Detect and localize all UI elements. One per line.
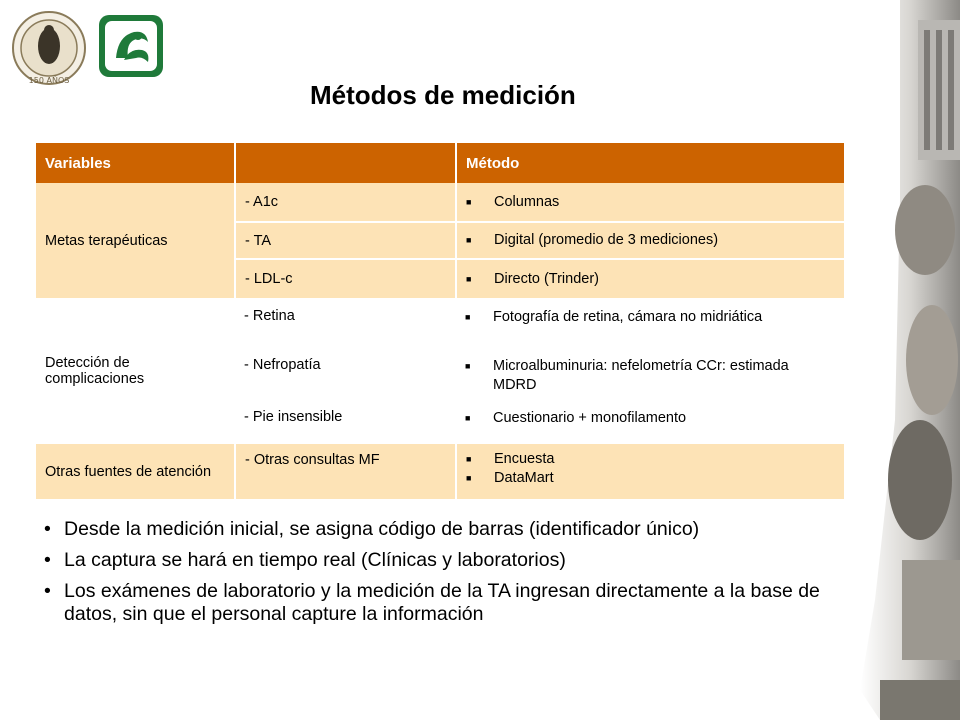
note-text: La captura se hará en tiempo real (Clínicas y laboratorios) <box>64 549 566 571</box>
method-text: Directo (Trinder) <box>494 270 600 287</box>
method-text: Fotografía de retina, cámara no midriática <box>493 309 763 325</box>
square-bullet-icon: ■ <box>465 361 471 371</box>
table-row <box>36 183 844 222</box>
table-header-row <box>36 143 844 183</box>
square-bullet-icon: ■ <box>465 413 471 423</box>
sub-cell: - LDL-c <box>235 259 456 299</box>
note-text: Desde la medición inicial, se asigna código de barras (identificador único) <box>64 518 700 540</box>
method-text: DataMart <box>494 470 554 486</box>
square-bullet-icon: ■ <box>466 196 472 207</box>
list-item <box>44 518 844 541</box>
sub-cell: - TA <box>235 222 456 259</box>
sub-cell: - A1c <box>235 183 456 222</box>
method-text: Microalbuminuria: nefelometría CCr: estimada MDRD <box>493 358 789 393</box>
sub-cell: - Retina <box>235 299 456 351</box>
decorative-building-photo <box>840 0 960 720</box>
list-item <box>44 549 844 572</box>
table-row <box>36 299 844 351</box>
methods-table <box>36 143 844 499</box>
notes-list <box>44 518 844 634</box>
bullet-dot-icon: • <box>44 580 51 602</box>
table-row <box>36 443 844 499</box>
list-item <box>44 580 844 626</box>
square-bullet-icon: ■ <box>466 473 472 483</box>
seal-text: 150 AÑOS <box>28 76 70 85</box>
square-bullet-icon: ■ <box>466 273 472 284</box>
variable-cell: Otras fuentes de atención <box>36 443 235 499</box>
header-blank <box>235 143 456 183</box>
bullet-dot-icon: • <box>44 518 51 540</box>
method-text: Encuesta <box>494 451 555 467</box>
bullet-dot-icon: • <box>44 549 51 571</box>
sub-cell: - Pie insensible <box>235 405 456 443</box>
square-bullet-icon: ■ <box>465 312 471 322</box>
header-metodo: Método <box>456 143 844 183</box>
method-text: Columnas <box>494 193 560 210</box>
square-bullet-icon: ■ <box>466 454 472 464</box>
slide-title: Métodos de medición <box>310 80 576 110</box>
sub-cell: - Otras consultas MF <box>235 443 456 499</box>
square-bullet-icon: ■ <box>466 235 472 245</box>
sub-cell: - Nefropatía <box>235 351 456 405</box>
variable-cell: Metas terapéuticas <box>36 183 235 299</box>
academia-seal-logo <box>10 8 88 94</box>
note-text: Los exámenes de laboratorio y la medición de la TA ingresan directamente a la base de datos, sin que el personal capture la información <box>64 580 820 625</box>
header-variables: Variables <box>36 143 235 183</box>
method-text: Cuestionario + monofilamento <box>493 410 687 426</box>
imss-logo <box>98 14 164 78</box>
method-text: Digital (promedio de 3 mediciones) <box>494 232 719 248</box>
variable-cell: Detección de complicaciones <box>36 299 235 443</box>
